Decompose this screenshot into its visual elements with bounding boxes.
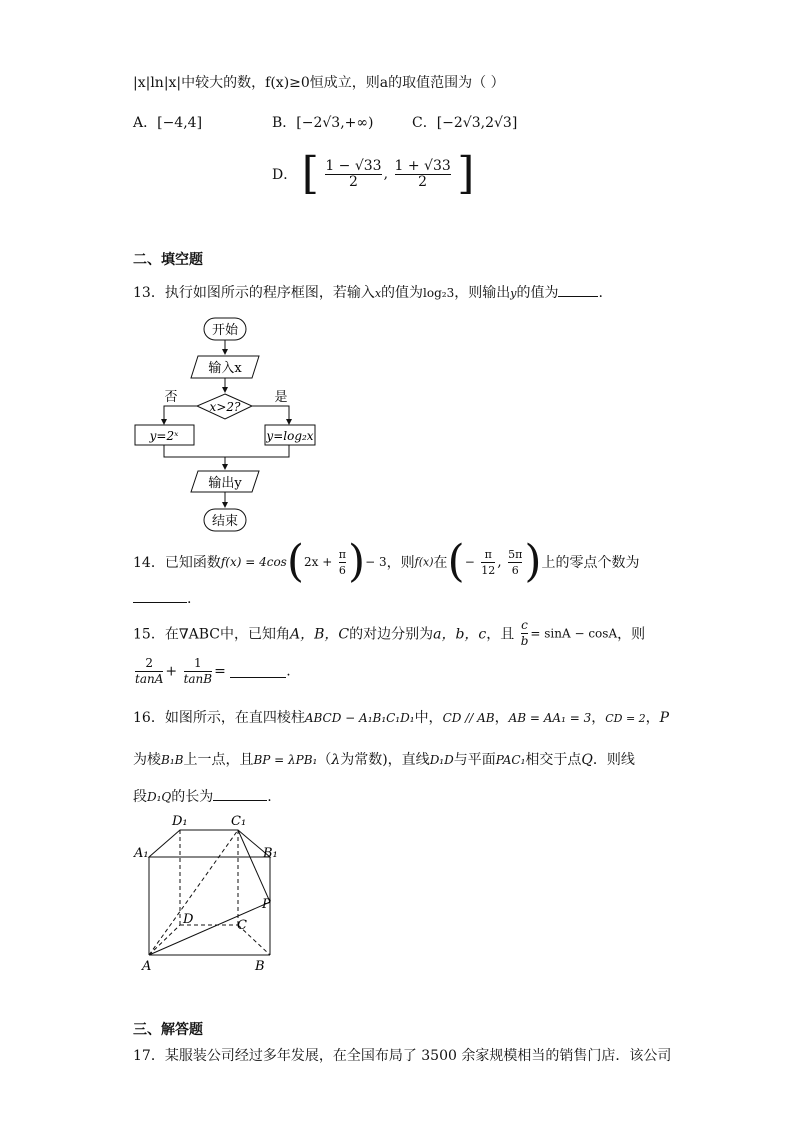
flow-start-label: 开始 [211, 323, 239, 338]
flow-right-process-label: y=log₂x [266, 429, 314, 443]
q16-line-3: 段D₁Q的长为 . [133, 789, 272, 805]
q12-option-c: C．[−2√3,2√3] [412, 115, 518, 131]
flow-no-label: 否 [164, 390, 178, 405]
label-B: B [255, 959, 265, 974]
label-P: P [262, 897, 271, 912]
interval-left: ( [447, 536, 465, 587]
q15-expression: $\frac{2}{\tan A}$ + $\frac{1}{\tan B}$ = . [135, 656, 291, 686]
q16-line-2: 为棱B₁B上一点，且BP = λPB₁（λ为常数)，直线D₁D与平面PAC₁相交于点Q．则线 [133, 752, 635, 768]
label-A1: A₁ [134, 846, 149, 861]
answer-blank[interactable] [133, 590, 187, 603]
label-A: A [142, 959, 152, 974]
q14-interval-start: $\frac{\pi}{12}$ [481, 547, 496, 577]
q15-fraction-2: $\frac{1}{\tan B}$ [183, 656, 213, 686]
q16-line-1: 16．如图所示，在直四棱柱ABCD − A₁B₁C₁D₁中，CD // AB，AB = AA₁ = 3，CD = 2，P [133, 710, 670, 726]
bracket-right: ] [457, 148, 475, 199]
paren-left: ( [286, 536, 304, 587]
flow-end-label: 结束 [211, 514, 239, 529]
label-C: C [237, 918, 247, 933]
flowchart [125, 312, 335, 534]
q14-pi-over-6: $\frac{\pi}{6}$ [338, 547, 346, 577]
section-heading-solutions: 三、解答题 [133, 1022, 203, 1038]
flow-left-process-label: y=2ˣ [149, 429, 179, 443]
paren-right: ) [347, 536, 366, 587]
interval-right: ) [524, 536, 542, 587]
flow-decision-label: x>2? [209, 400, 241, 414]
q15-fraction-1: $\frac{2}{\tan A}$ [135, 656, 164, 686]
q17-text: 17．某服装公司经过多年发展，在全国布局了 3500 余家规模相当的销售门店．该公司 [133, 1048, 672, 1064]
label-C1: C₁ [231, 814, 247, 829]
label-B1: B₁ [263, 846, 278, 861]
q15-text: 15．在∇ABC中，已知角A，B，C的对边分别为a，b，c，且 $\frac{c}{b}$ = sinA − cosA，则 [133, 618, 646, 648]
q12-stem: |x|ln|x|中较大的数，f(x)≥0恒成立，则a的取值范围为（ ） [133, 75, 505, 91]
bracket-left: [ [301, 148, 319, 199]
label-D: D [183, 912, 194, 927]
answer-blank[interactable] [213, 788, 267, 801]
flow-output-label: 输出y [208, 476, 242, 491]
option-d-fraction-2: $\frac{1 + √33}{2}$ [394, 157, 451, 190]
q15-c-over-b: $\frac{c}{b}$ [520, 618, 529, 648]
q14-interval-end: $\frac{5\pi}{6}$ [508, 547, 523, 577]
q12-option-b: B．[−2√3,+∞) [272, 115, 374, 131]
q14-answer-line: . [133, 590, 191, 607]
comma: , [497, 554, 502, 570]
q12-option-d: D． [ $\frac{1 - √33}{2}$ , $\frac{1 + √33}{2}$ ] [272, 148, 475, 199]
q12-option-a: A．[−4,4] [133, 115, 203, 131]
q13-text: 13．执行如图所示的程序框图，若输入x的值为log₂3，则输出y的值为 . [133, 285, 603, 301]
prism-figure [130, 810, 290, 975]
label-D1: D₁ [172, 814, 188, 829]
flow-yes-label: 是 [274, 390, 288, 405]
answer-blank[interactable] [558, 284, 598, 297]
flow-input-label: 输入x [208, 361, 242, 376]
answer-blank[interactable] [230, 665, 286, 678]
section-heading-fill-in: 二、填空题 [133, 252, 203, 268]
option-d-fraction-1: $\frac{1 - √33}{2}$ [325, 157, 382, 190]
comma: , [383, 166, 389, 182]
q14-text: 14．已知函数f(x) = 4cos(2x + $\frac{\pi}{6}$ )− 3，则f(x)在(− $\frac{\pi}{12}$ , $\frac{5\pi}{6}$ )上的零点个数为 [133, 536, 640, 587]
